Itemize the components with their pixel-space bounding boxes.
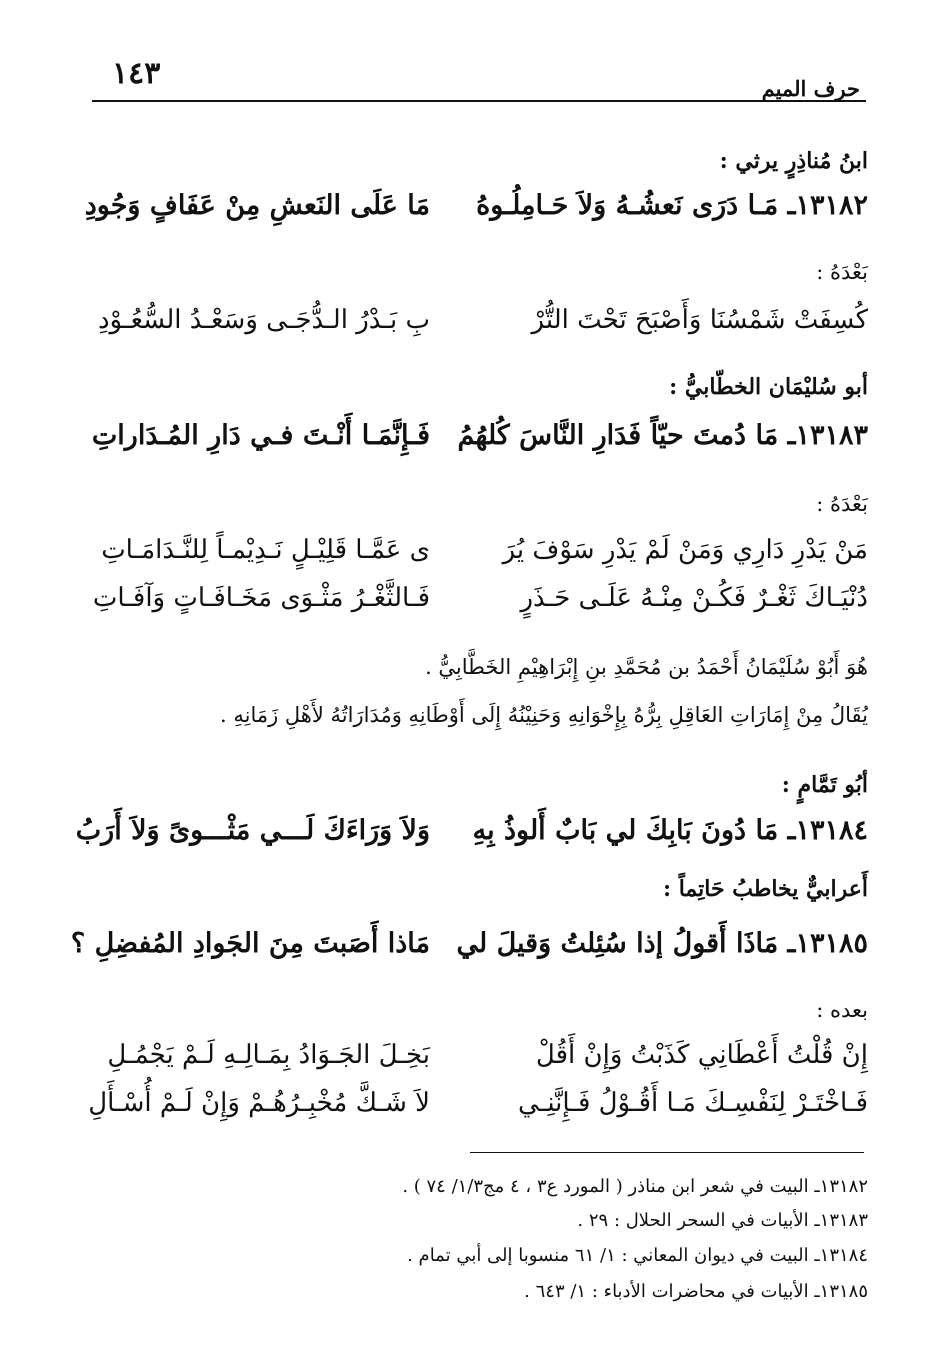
- verse-first-hemistich: ١٣١٨٥ـ مَاذَا أَقولُ إذا سُئِلتُ وَقيلَ لي: [456, 928, 868, 959]
- verse-second-hemistich: بِ بَـدْرُ الـدُّجَـى وَسَعْـدُ السُّعُـوْدِ: [97, 305, 430, 335]
- poet-label: أَعرابيٌّ يخاطبُ حَاتِماً :: [662, 876, 868, 902]
- verse-first-hemistich: كُسِفَتْ شَمْسُنَا وَأَصْبَحَ تَحْتَ التُّرْ: [531, 305, 868, 335]
- verse-first-hemistich: ١٣١٨٣ـ مَا دُمتَ حيّاً فَدَارِ النَّاسَ كُلهُمُ: [457, 420, 868, 451]
- verse-second-hemistich: لاَ شَـكَّ مُخْبِـرُهُـمْ وَإِنْ لَـمْ أُسْـأَلِ: [88, 1088, 430, 1118]
- after-label: بَعْدَهُ :: [816, 492, 868, 516]
- verse-line: [100, 1040, 868, 1080]
- biographical-note: يُقَالُ مِنْ إِمَارَاتِ العَاقِلِ بِرُّهُ بِإِخْوَانِهِ وَحَنِيْنُهُ إِلَى أَوْطَانِهِ وَمُدَارَاتُهُ لأَهْلِ زَمَانِهِ .: [219, 703, 868, 727]
- page-number: ١٤٣: [112, 56, 161, 91]
- poet-label: أبُو تَمَّامٍ :: [781, 772, 868, 798]
- verse-second-hemistich: مَا عَلَى النَعشِ مِنْ عَفَافٍ وَجُودِ: [84, 190, 430, 221]
- verse-line: [100, 535, 868, 575]
- after-label: بعده :: [816, 998, 868, 1022]
- footnote: ١٣١٨٥ـ الأبيات في محاضرات الأدباء : ١/ ٦٤٣ .: [524, 1281, 868, 1302]
- verse-line: [97, 305, 868, 345]
- poet-label: ابنُ مُناذِرٍ يرثي :: [719, 148, 868, 174]
- verse-second-hemistich: مَاذا أَصَبتَ مِنَ الجَوادِ المُفضِلِ ؟: [70, 928, 430, 959]
- running-title: حرف الميم: [761, 76, 860, 101]
- verse-second-hemistich: فَـالثَّغْـرُ مَثْـوَى مَخَـافَـاتٍ وَآفَـاتِ: [92, 583, 430, 613]
- after-label: بَعْدَهُ :: [816, 260, 868, 284]
- verse-line: [70, 928, 868, 968]
- verse-line: [92, 583, 868, 623]
- biographical-note: هُوَ أَبُوْ سُلَيْمَانُ أَحْمَدُ بن مُحَمَّدِ بنِ إِبْرَاهِيْمِ الخَطَّابِيُّ .: [425, 655, 868, 679]
- verse-line: [75, 815, 868, 855]
- verse-first-hemistich: مَنْ يَدْرِ دَارِي وَمَنْ لَمْ يَدْرِ سَوْفَ يُرَ: [502, 535, 868, 565]
- verse-first-hemistich: فَـاخْتَـرْ لِنَفْسِـكَ مَـا أَقُـوْلُ فَـإِنَّنِـي: [518, 1088, 868, 1118]
- verse-line: [88, 1088, 868, 1128]
- header-rule: [92, 100, 866, 102]
- verse-second-hemistich: بَخِـلَ الجَـوَادُ بِمَـالِـهِ لَـمْ يَجْمُـلِ: [107, 1040, 430, 1070]
- footnote: ١٣١٨٢ـ البيت في شعر ابن مناذر ( المورد ع٣ ، ٤ مج١/٣/ ٧٤ ) .: [402, 1176, 868, 1197]
- verse-line: [84, 190, 868, 230]
- verse-first-hemistich: ١٣١٨٤ـ مَا دُونَ بَابِكَ لي بَابٌ أَلوذُ بِهِ: [472, 815, 868, 846]
- verse-second-hemistich: ى عَمَّـا قَلِيْـلٍ نَـدِيْمـاً لِلنَّـدَامَـاتِ: [101, 535, 430, 565]
- footnote-rule: [470, 1152, 864, 1153]
- verse-first-hemistich: إِنْ قُلْتُ أَعْطَانِي كَذَبْتُ وَإِنْ أَقُلْ: [535, 1040, 868, 1070]
- verse-second-hemistich: فَـإِنَّمَـا أَنْـتَ فـي دَارِ المُـدَاراتِ: [91, 420, 430, 451]
- verse-line: [91, 420, 868, 460]
- poet-label: أبو سُليْمَان الخطّابيُّ :: [669, 374, 868, 400]
- verse-first-hemistich: ١٣١٨٢ـ مَـا دَرَى نَعشُـهُ وَلاَ حَـامِلُـوهُ: [476, 190, 868, 221]
- verse-first-hemistich: دُنْيَـاكَ ثَغْـرٌ فَكُـنْ مِنْـهُ عَلَـى حَـذَرٍ: [520, 583, 868, 613]
- footnote: ١٣١٨٣ـ الأبيات في السحر الحلال : ٢٩ .: [577, 1210, 868, 1231]
- verse-second-hemistich: وَلاَ وَرَاءَكَ لَـــي مَثْـــوىً وَلاَ أَرَبُ: [75, 815, 430, 846]
- footnote: ١٣١٨٤ـ البيت في ديوان المعاني : ١/ ٦١ منسوبا إلى أبي تمام .: [407, 1245, 868, 1266]
